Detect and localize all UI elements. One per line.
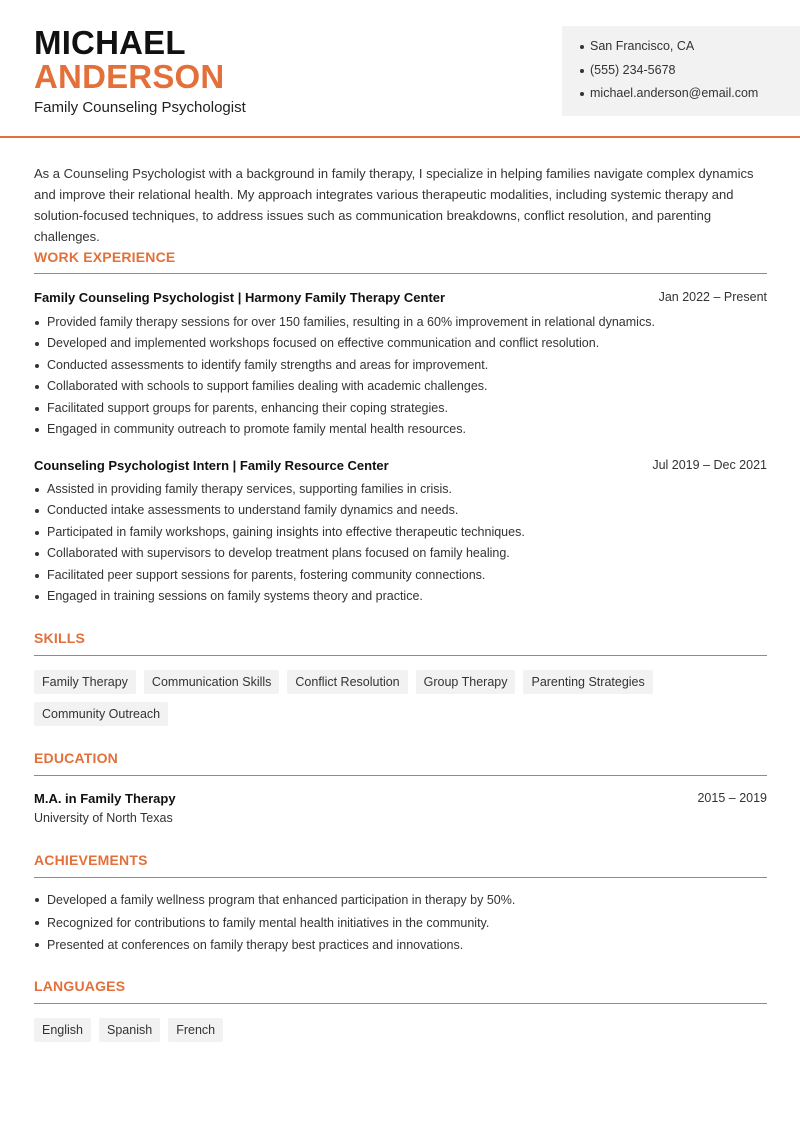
section-divider (34, 273, 767, 274)
job-title: Counseling Psychologist Intern | Family Resource Center (34, 458, 389, 473)
education-school: University of North Texas (34, 811, 173, 825)
section-divider (34, 775, 767, 776)
resume-header (0, 0, 800, 138)
languages-list (34, 1018, 774, 1042)
summary-text: As a Counseling Psychologist with a background in family therapy, I specialize in helping families navigate complex dynamics and improve their relational health. My approach integrates various therapeutic modalities, including systemic therapy and solution-focused techniques, to address issues such as communication breakdowns, conflict resolution, and parenting challenges. (34, 166, 754, 244)
list-item: Engaged in community outreach to promote family mental health resources. (34, 419, 774, 440)
skill-tag: Group Therapy (416, 670, 516, 694)
job-date: Jan 2022 – Present (658, 290, 767, 304)
list-item: Provided family therapy sessions for over 150 families, resulting in a 60% improvement in relational dynamics. (34, 312, 774, 333)
job-title: Family Counseling Psychologist | Harmony Family Therapy Center (34, 290, 446, 305)
list-item: Recognized for contributions to family mental health initiatives in the community. (34, 912, 774, 935)
contact-location: San Francisco, CA (580, 38, 800, 62)
list-item: Facilitated support groups for parents, enhancing their coping strategies. (34, 398, 774, 419)
contact-email: michael.anderson@email.com (580, 85, 800, 109)
list-item: Presented at conferences on family therapy best practices and innovations. (34, 934, 774, 957)
job-role: Family Counseling Psychologist (34, 99, 246, 116)
list-item: Participated in family workshops, gaining insights into effective therapeutic techniques. (34, 522, 774, 543)
job-date: Jul 2019 – Dec 2021 (652, 458, 767, 472)
section-title-languages: LANGUAGES (34, 978, 126, 994)
skill-tag: Conflict Resolution (287, 670, 407, 694)
section-title-skills: SKILLS (34, 630, 85, 646)
skill-tag: Family Therapy (34, 670, 136, 694)
language-tag: French (168, 1018, 223, 1042)
skill-tag: Communication Skills (144, 670, 279, 694)
section-divider (34, 1003, 767, 1004)
section-title-education: EDUCATION (34, 750, 118, 766)
list-item: Conducted assessments to identify family strengths and areas for improvement. (34, 355, 774, 376)
skill-tag: Community Outreach (34, 702, 168, 726)
skills-list (34, 670, 774, 726)
last-name: ANDERSON (34, 58, 225, 95)
section-divider (34, 877, 767, 878)
education-degree: M.A. in Family Therapy (34, 791, 176, 806)
list-item: Assisted in providing family therapy services, supporting families in crisis. (34, 479, 774, 500)
section-title-work: WORK EXPERIENCE (34, 249, 176, 265)
skill-tag: Parenting Strategies (523, 670, 652, 694)
list-item: Collaborated with supervisors to develop treatment plans focused on family healing. (34, 543, 774, 564)
list-item: Developed a family wellness program that enhanced participation in therapy by 50%. (34, 889, 774, 912)
candidate-name (34, 26, 224, 94)
list-item: Engaged in training sessions on family systems theory and practice. (34, 586, 774, 607)
list-item: Developed and implemented workshops focused on effective communication and conflict resolution. (34, 333, 774, 354)
list-item: Conducted intake assessments to understand family dynamics and needs. (34, 500, 774, 521)
section-title-achievements: ACHIEVEMENTS (34, 852, 148, 868)
job-bullets (34, 479, 774, 607)
language-tag: Spanish (99, 1018, 160, 1042)
job-bullets (34, 312, 774, 440)
contact-phone: (555) 234-5678 (580, 62, 800, 86)
education-date: 2015 – 2019 (697, 791, 767, 805)
contact-box (562, 26, 800, 116)
list-item: Collaborated with schools to support families dealing with academic challenges. (34, 376, 774, 397)
language-tag: English (34, 1018, 91, 1042)
first-name: MICHAEL (34, 24, 186, 61)
achievements-list (34, 889, 774, 957)
list-item: Facilitated peer support sessions for parents, fostering community connections. (34, 565, 774, 586)
section-divider (34, 655, 767, 656)
